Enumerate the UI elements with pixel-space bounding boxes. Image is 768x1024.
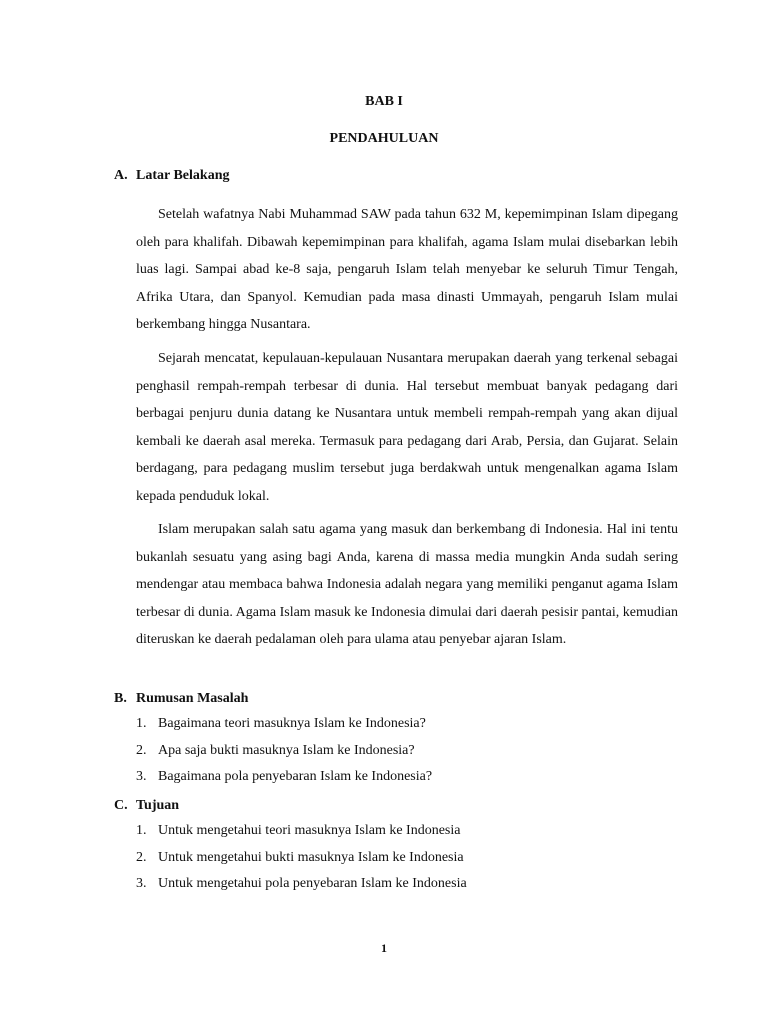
chapter-number: BAB I bbox=[365, 94, 403, 109]
list-text: Bagaimana teori masuknya Islam ke Indonesia? bbox=[158, 716, 426, 731]
list-item bbox=[136, 767, 432, 794]
section-title: Latar Belakang bbox=[136, 168, 230, 183]
tujuan-list bbox=[136, 821, 467, 901]
page-number: 1 bbox=[381, 941, 387, 955]
list-text: Untuk mengetahui teori masuknya Islam ke Indonesia bbox=[158, 823, 461, 838]
list-text: Untuk mengetahui bukti masuknya Islam ke Indonesia bbox=[158, 849, 464, 865]
list-item bbox=[136, 848, 467, 875]
section-title: Rumusan Masalah bbox=[136, 691, 249, 706]
section-letter: C. bbox=[114, 798, 128, 813]
list-text: Bagaimana pola penyebaran Islam ke Indonesia? bbox=[158, 769, 433, 785]
list-number: 3. bbox=[136, 876, 147, 892]
chapter-title: PENDAHULUAN bbox=[329, 131, 439, 146]
list-number: 2. bbox=[136, 849, 147, 865]
section-heading-tujuan bbox=[114, 798, 179, 814]
list-number: 2. bbox=[136, 742, 147, 758]
list-number: 1. bbox=[136, 716, 147, 731]
list-text: Untuk mengetahui pola penyebaran Islam ke Indonesia bbox=[158, 876, 467, 892]
list-number: 1. bbox=[136, 823, 147, 838]
paragraph: Setelah wafatnya Nabi Muhammad SAW pada tahun 632 M, kepemimpinan Islam dipegang oleh para khalifah. Dibawah kepemimpinan para khalifah, agama Islam mulai disebarkan lebih luas lagi. Sampai abad ke-8 saja, pengaruh Islam telah menyebar ke seluruh Timur Tengah, Afrika Utara, dan Spanyol. Kemudian pada masa dinasti Ummayah, pengaruh Islam mulai berkembang hingga Nusantara. bbox=[136, 207, 678, 333]
list-text: Apa saja bukti masuknya Islam ke Indonesia? bbox=[158, 742, 415, 758]
list-number: 3. bbox=[136, 769, 147, 785]
section-title: Tujuan bbox=[136, 798, 180, 813]
section-heading-rumusan-masalah bbox=[114, 691, 248, 707]
paragraph: Islam merupakan salah satu agama yang masuk dan berkembang di Indonesia. Hal ini tentu bukanlah sesuatu yang asing bagi Anda, karena di massa media mungkin Anda sudah sering mendengar atau membaca bahwa Indonesia adalah negara yang memiliki penganut agama Islam terbesar di dunia. Agama Islam masuk ke Indonesia dimulai dari daerah pesisir pantai, kemudian diteruskan ke daerah pedalaman oleh para ulama atau penyebar ajaran Islam. bbox=[136, 522, 678, 648]
list-item bbox=[136, 741, 432, 768]
rumusan-list bbox=[136, 714, 432, 794]
paragraph: Sejarah mencatat, kepulauan-kepulauan Nusantara merupakan daerah yang terkenal sebagai penghasil rempah-rempah terbesar di dunia. Hal tersebut membuat banyak pedagang dari berbagai penjuru dunia datang ke Nusantara untuk membeli rempah-rempah yang akan dijual kembali ke daerah asal mereka. Termasuk para pedagang dari Arab, Persia, dan Gujarat. Selain berdagang, para pedagang muslim tersebut juga berdakwah untuk mengenalkan agama Islam kepada penduduk lokal. bbox=[136, 351, 678, 504]
section-heading-latar-belakang bbox=[114, 168, 229, 184]
list-item bbox=[136, 821, 467, 848]
list-item bbox=[136, 714, 432, 741]
section-letter: B. bbox=[114, 691, 127, 706]
list-item bbox=[136, 874, 467, 901]
section-letter: A. bbox=[114, 168, 128, 183]
